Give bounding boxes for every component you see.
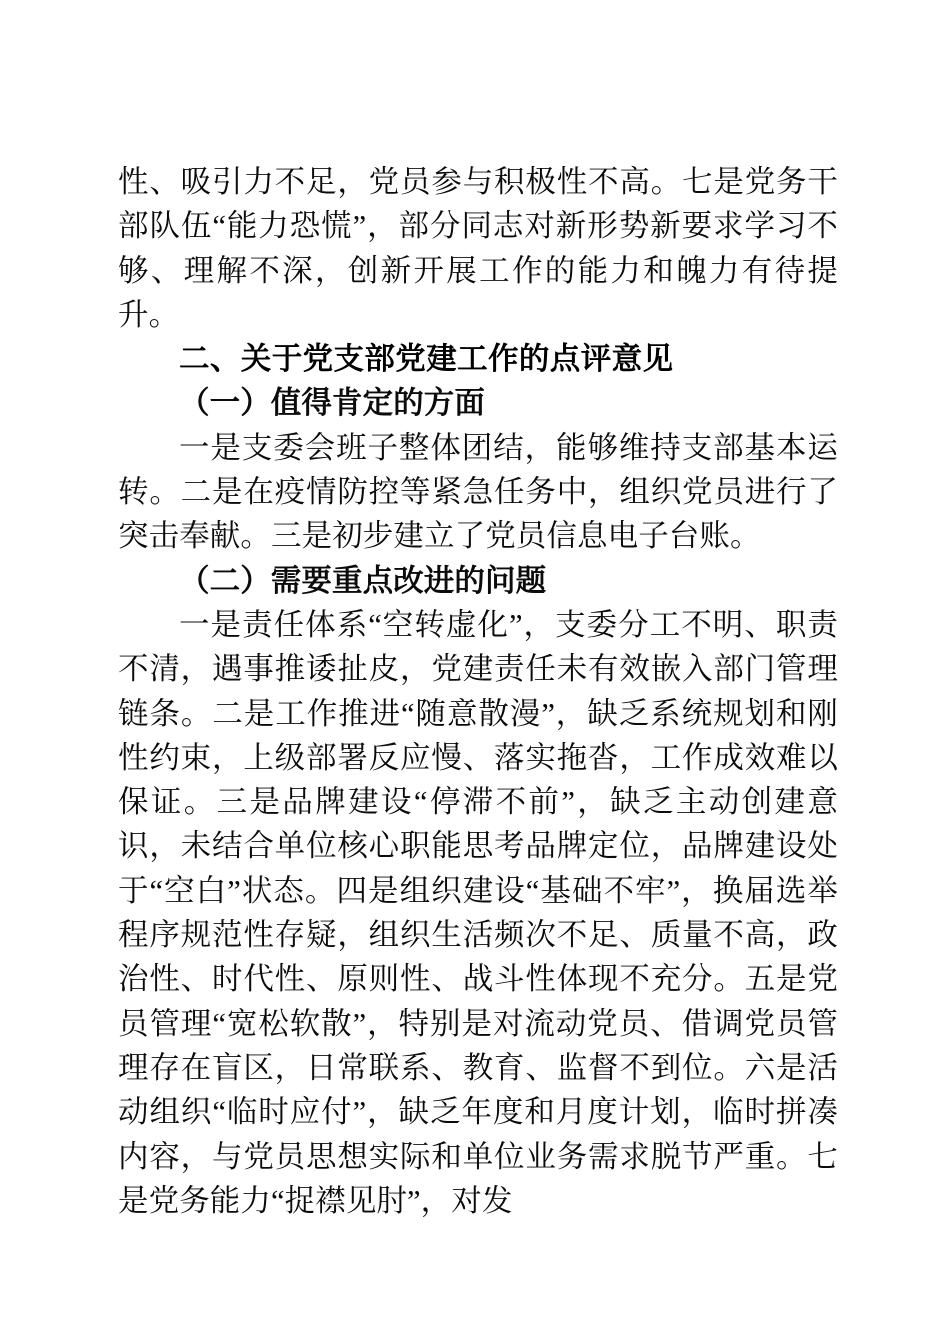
heading-subsection-two: （二）需要重点改进的问题 [179,563,547,598]
paragraph-problems: 一是责任体系“空转虚化”，支委分工不明、职责不清，遇事推诿扯皮，党建责任未有效嵌入部门管理链条。二是工作推进“随意散漫”，缺乏系统规划和刚性约束，上级部署反应慢、落实拖沓，工作成效难以保证。三是品牌建设“停滞不前”，缺乏主动创建意识，未结合单位核心职能思考品牌定位，品牌建设处于“空白”状态。四是组织建设“基础不牢”，换届选举程序规范性存疑，组织生活频次不足、质量不高，政治性、时代性、原则性、战斗性体现不充分。五是党员管理“宽松软散”，特别是对流动党员、借调党员管理存在盲区，日常联系、教育、监督不到位。六是活动组织“临时应付”，缺乏年度和月度计划，临时拼凑内容，与党员思想实际和单位业务需求脱节严重。七是党务能力“捉襟见肘”，对发 [118,607,838,1218]
paragraph-continuation: 性、吸引力不足，党员参与积极性不高。七是党务干部队伍“能力恐慌”，部分同志对新形势新要求学习不够、理解不深，创新开展工作的能力和魄力有待提升。 [118,165,838,332]
document-body [118,160,838,1223]
heading-subsection-one: （一）值得肯定的方面 [179,386,485,421]
heading-section-two: 二、关于党支部党建工作的点评意见 [179,342,674,377]
paragraph-positive-aspects: 一是支委会班子整体团结，能够维持支部基本运转。二是在疫情防控等紧急任务中，组织党员进行了突击奉献。三是初步建立了党员信息电子台账。 [118,430,838,554]
